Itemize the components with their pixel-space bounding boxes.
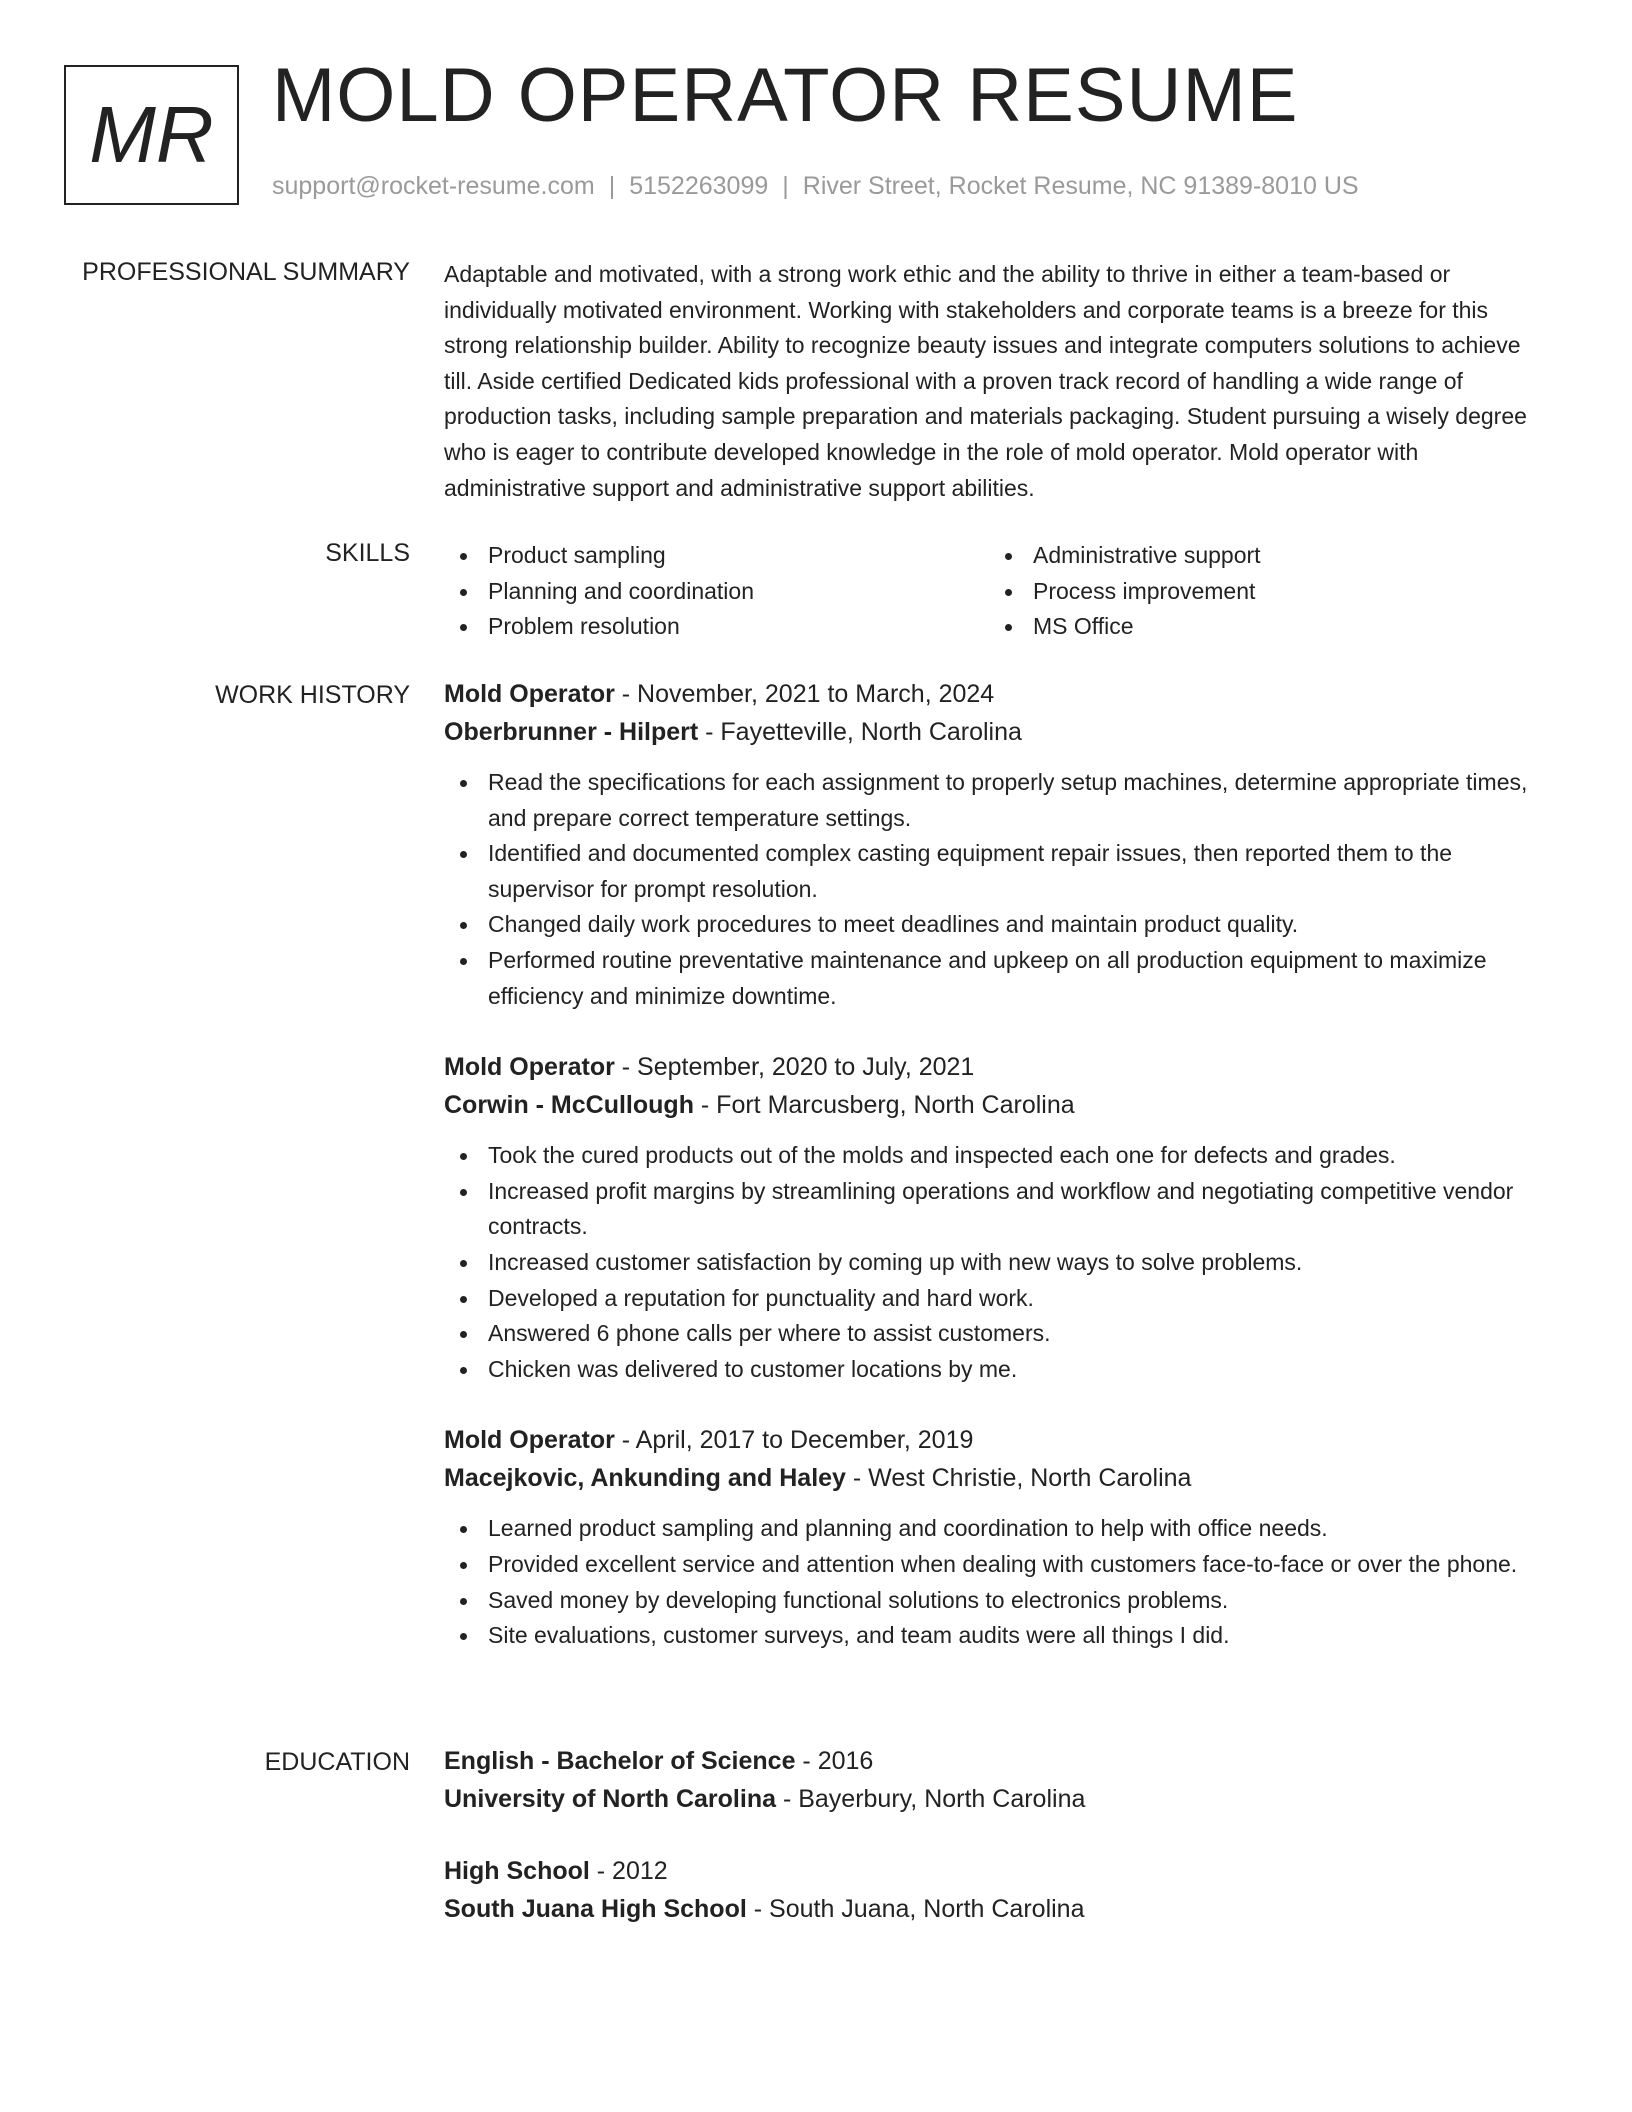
skills-list-right <box>989 538 1534 645</box>
job-bullet: Site evaluations, customer surveys, and team audits were all things I did. <box>444 1618 1544 1654</box>
job-bullet: Performed routine preventative maintenance and upkeep on all production equipment to maximize efficiency and minimize downtime. <box>444 943 1544 1014</box>
job-entry <box>444 1421 1544 1653</box>
job-bullet: Saved money by developing functional solutions to electronics problems. <box>444 1583 1544 1619</box>
education-degree-line <box>444 1852 1544 1890</box>
contact-address: River Street, Rocket Resume, NC 91389-8010 US <box>802 172 1359 200</box>
education-entry <box>444 1742 1544 1818</box>
job-location: - Fayetteville, North Carolina <box>698 718 1022 746</box>
job-company-line <box>444 1459 1544 1497</box>
job-entry <box>444 1048 1544 1387</box>
job-bullets <box>444 1138 1544 1387</box>
education-school-line <box>444 1780 1544 1818</box>
job-title-line <box>444 1048 1544 1086</box>
education-degree: English - Bachelor of Science <box>444 1747 796 1775</box>
summary-heading: PROFESSIONAL SUMMARY <box>82 258 410 286</box>
job-role: Mold Operator <box>444 1053 615 1082</box>
job-bullets <box>444 765 1544 1014</box>
skill-item: Process improvement <box>989 574 1534 610</box>
job-bullet: Developed a reputation for punctuality and hard work. <box>444 1281 1544 1317</box>
job-bullet: Chicken was delivered to customer locations by me. <box>444 1352 1544 1388</box>
job-dates: - November, 2021 to March, 2024 <box>614 680 995 708</box>
job-company: Corwin - McCullough <box>444 1091 694 1120</box>
education-location: - South Juana, North Carolina <box>746 1895 1085 1923</box>
education-year: - 2012 <box>589 1857 668 1885</box>
education-degree: High School <box>444 1857 590 1885</box>
education-entry <box>444 1852 1544 1928</box>
job-bullet: Answered 6 phone calls per where to assist customers. <box>444 1316 1544 1352</box>
skills-list-left <box>444 538 989 645</box>
job-role: Mold Operator <box>444 1426 615 1455</box>
education-school-line <box>444 1890 1544 1928</box>
skill-item: Problem resolution <box>444 609 989 645</box>
job-bullet: Identified and documented complex casting equipment repair issues, then reported them to the supervisor for prompt resolution. <box>444 836 1544 907</box>
education-year: - 2016 <box>795 1747 874 1775</box>
job-bullet: Increased customer satisfaction by coming up with new ways to solve problems. <box>444 1245 1544 1281</box>
resume-title: MOLD OPERATOR RESUME <box>272 53 1299 138</box>
job-location: - Fort Marcusberg, North Carolina <box>693 1091 1075 1120</box>
skill-item: Planning and coordination <box>444 574 989 610</box>
education-school: University of North Carolina <box>444 1785 776 1813</box>
education-degree-line <box>444 1742 1544 1780</box>
job-entry <box>444 675 1544 1014</box>
skills-columns <box>444 538 1544 645</box>
job-title-line <box>444 1421 1544 1459</box>
contact-phone: 5152263099 <box>629 172 769 200</box>
education-heading: EDUCATION <box>264 1748 410 1776</box>
job-bullets <box>444 1511 1544 1653</box>
monogram-initials: MR <box>89 90 214 179</box>
education-school: South Juana High School <box>444 1895 747 1923</box>
contact-line <box>272 172 1359 201</box>
job-company: Macejkovic, Ankunding and Haley <box>444 1464 846 1493</box>
monogram-box <box>64 65 239 205</box>
job-bullet: Read the specifications for each assignment to properly setup machines, determine appropriate times, and prepare correct temperature settings. <box>444 765 1544 836</box>
job-company: Oberbrunner - Hilpert <box>444 718 699 746</box>
job-role: Mold Operator <box>444 680 615 708</box>
summary-text: Adaptable and motivated, with a strong work ethic and the ability to thrive in either a team-based or individually motivated environment. Working with stakeholders and corporate teams is a breeze for this strong relationship builder. Ability to recognize beauty issues and integrate computers solutions to achieve till. Aside certified Dedicated kids professional with a proven track record of handling a wide range of production tasks, including sample preparation and materials packaging. Student pursuing a wisely degree who is eager to contribute developed knowledge in the role of mold operator. Mold operator with administrative support and administrative support abilities. <box>444 261 1527 501</box>
job-bullet: Learned product sampling and planning and coordination to help with office needs. <box>444 1511 1544 1547</box>
job-bullet: Increased profit margins by streamlining operations and workflow and negotiating competitive vendor contracts. <box>444 1174 1544 1245</box>
job-company-line <box>444 1086 1544 1124</box>
skill-item: MS Office <box>989 609 1534 645</box>
job-title-line <box>444 675 1544 713</box>
job-dates: - April, 2017 to December, 2019 <box>614 1426 974 1455</box>
contact-email: support@rocket-resume.com <box>272 172 595 200</box>
job-bullet: Took the cured products out of the molds and inspected each one for defects and grades. <box>444 1138 1544 1174</box>
job-bullet: Provided excellent service and attention when dealing with customers face-to-face or over the phone. <box>444 1547 1544 1583</box>
work-history-heading: WORK HISTORY <box>215 681 410 709</box>
skill-item: Product sampling <box>444 538 989 574</box>
contact-separator: | <box>608 172 616 200</box>
job-company-line <box>444 713 1544 751</box>
job-location: - West Christie, North Carolina <box>845 1464 1192 1493</box>
education-location: - Bayerbury, North Carolina <box>776 1785 1086 1813</box>
skill-item: Administrative support <box>989 538 1534 574</box>
job-bullet: Changed daily work procedures to meet deadlines and maintain product quality. <box>444 907 1544 943</box>
skills-heading: SKILLS <box>325 539 410 567</box>
job-dates: - September, 2020 to July, 2021 <box>614 1053 975 1082</box>
contact-separator: | <box>782 172 789 200</box>
